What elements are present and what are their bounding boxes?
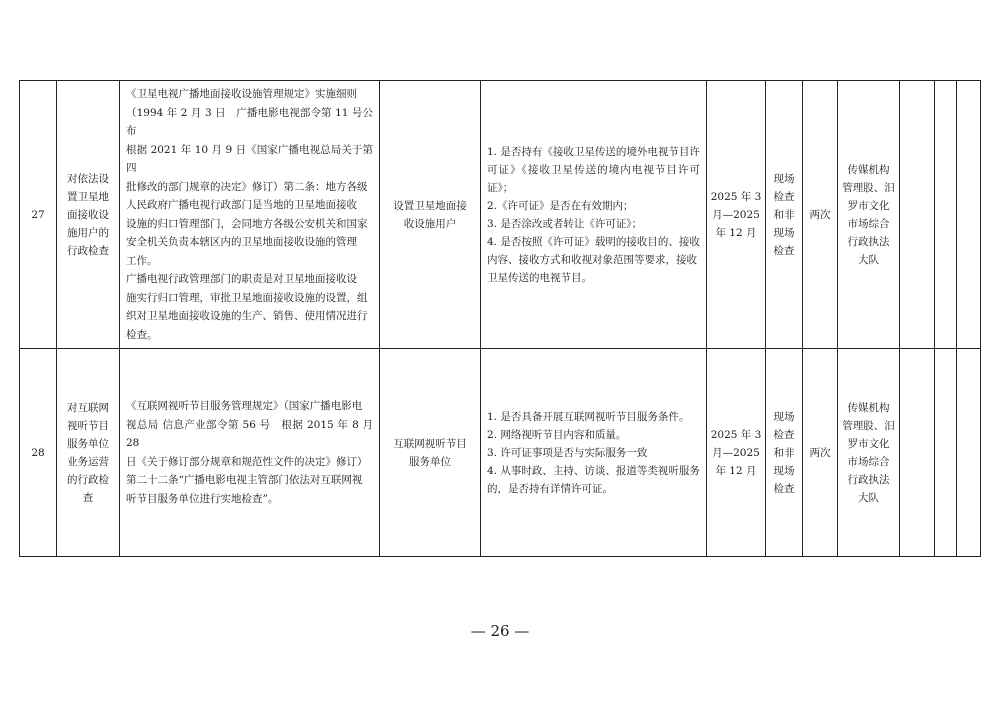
inspection-method: 现场 检查 和非 现场 检查 (766, 349, 803, 557)
table-row (20, 349, 981, 557)
empty-cell (935, 81, 957, 349)
empty-cell (957, 81, 981, 349)
inspection-object: 设置卫星地面接 收设施用户 (380, 81, 481, 349)
inspection-time: 2025 年 3 月—2025 年 12 月 (707, 349, 766, 557)
inspection-frequency: 两次 (803, 81, 838, 349)
inspection-method: 现场 检查 和非 现场 检查 (766, 81, 803, 349)
inspection-item: 对互联网 视听节目 服务单位 业务运营 的行政检 查 (57, 349, 120, 557)
inspection-table (19, 80, 981, 557)
legal-basis: 《互联网视听节目服务管理规定》（国家广播电影电 视总局 信息产业部令第 56 号 根据 2015 年 8 月 28 日《关于修订部分规章和规范性文件的决定》修订） 第二十二条“广播电影电视主管部门依法对互联网视 听节目服务单位进行实地检查”。 (120, 349, 380, 557)
row-number: 27 (20, 81, 57, 349)
page-number: — 26 — (470, 622, 530, 640)
row-number: 28 (20, 349, 57, 557)
responsible-department: 传媒机构 管理股、汨 罗市文化 市场综合 行政执法 大队 (838, 81, 900, 349)
inspection-frequency: 两次 (803, 349, 838, 557)
inspection-content: 1. 是否持有《接收卫星传送的境外电视节目许 可证》《接收卫星传送的境内电视节目许可证》； 2.《许可证》是否在有效期内； 3. 是否涂改或者转让《许可证》； 4. 是否按照《许可证》载明的接收目的、接收 内容、接收方式和收视对象范围等要求，接收 卫星传送的电视节目。 (481, 81, 707, 349)
inspection-content: 1. 是否具备开展互联网视听节目服务条件。 2. 网络视听节目内容和质量。 3. 许可证事项是否与实际服务一致 4. 从事时政、主持、访谈、报道等类视听服务 的，是否持有详情许可证。 (481, 349, 707, 557)
empty-cell (935, 349, 957, 557)
empty-cell (957, 349, 981, 557)
empty-cell (900, 349, 935, 557)
table-row (20, 81, 981, 349)
responsible-department: 传媒机构 管理股、汨 罗市文化 市场综合 行政执法 大队 (838, 349, 900, 557)
empty-cell (900, 81, 935, 349)
inspection-object: 互联网视听节目 服务单位 (380, 349, 481, 557)
inspection-time: 2025 年 3 月—2025 年 12 月 (707, 81, 766, 349)
inspection-item: 对依法设 置卫星地 面接收设 施用户的 行政检查 (57, 81, 120, 349)
legal-basis: 《卫星电视广播地面接收设施管理规定》实施细则 （1994 年 2 月 3 日 广播电影电视部令第 11 号公布 根据 2021 年 10 月 9 日《国家广播电视总局关于第四 批修改的部门规章的决定》修订）第二条：地方各级 人民政府广播电视行政部门是当地的卫星地面接收 设施的归口管理部门，会同地方各级公安机关和国家 安全机关负责本辖区内的卫星地面接收设施的管理 工作。 广播电视行政管理部门的职责是对卫星地面接收设 施实行归口管理，审批卫星地面接收设施的设置，组 织对卫星地面接收设施的生产、销售、使用情况进行 检查。 (120, 81, 380, 349)
